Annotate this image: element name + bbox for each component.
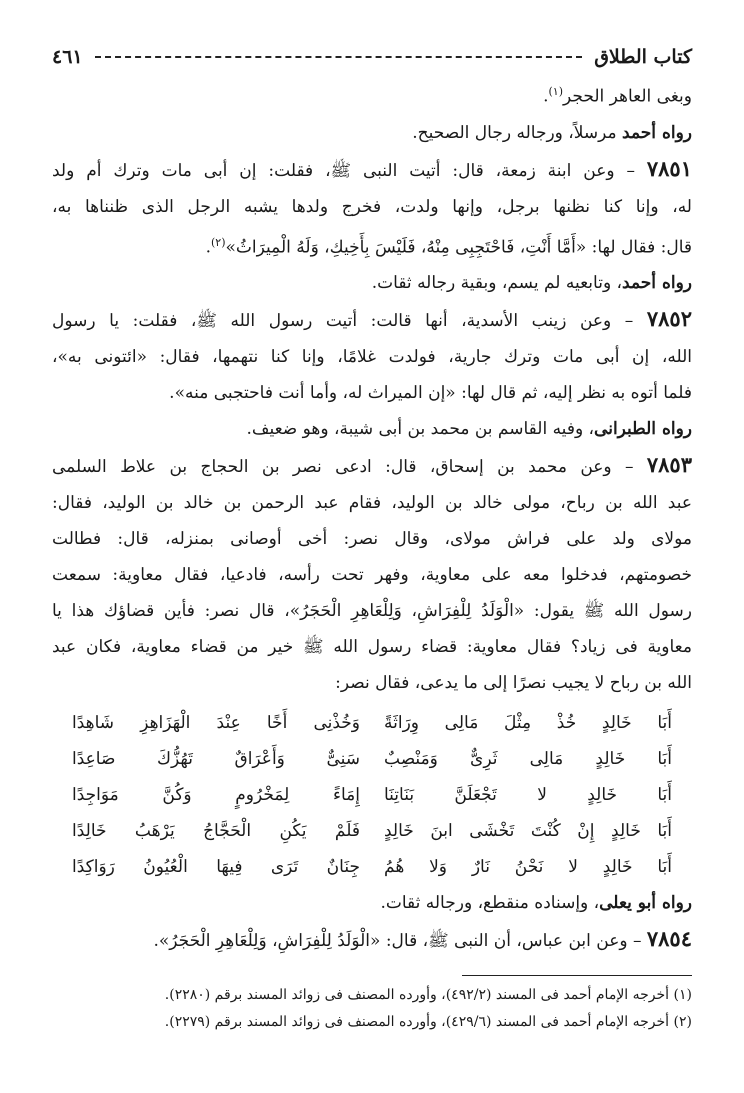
- hadith-7853: ٧٨٥٣ – وعن محمد بن إسحاق، قال: ادعى نصر بن الحجاج بن علاط السلمى: [52, 452, 692, 478]
- text-line: مولاى ولد على فراش مولاى، وقال نصر: أخى أوصانى بمنزله، قال: فطالت: [52, 529, 692, 550]
- footnote-rule: [462, 975, 692, 976]
- hemistich-left: سَنِىٌّ وَأَعْرَاقٌ تَهُزُّكَ صَاعِدًا: [72, 749, 360, 770]
- hadith-7851: ٧٨٥١ – وعن ابنة زمعة، قال: أتيت النبى ﷺ، فقلت: إن أبى مات وترك أم ولد: [52, 155, 692, 181]
- text-line: خصومتهم، فدخلوا معه على معاوية، وفهر تحت رأسه، فادعيا، فقال معاوية: سمعت: [52, 565, 692, 586]
- text-line: عبد الله بن رباح، مولى خالد بن الوليد، فقام عبد الرحمن بن خالد بن الوليد، فقال:: [52, 493, 692, 514]
- text-line: وبغى العاهر الحجر$^{(١)}$.: [543, 85, 692, 107]
- hemistich-right: أَبَا خَالِدٍ لا تَجْعَلَنَّ بَنَاتِنَا: [384, 785, 672, 806]
- page: [52, 40, 692, 1073]
- text-line: له، وإنا كنا نظنها برجل، وإنها ولدت، فخرج ولدها يشبه الرجل الذى ظنناها به،: [52, 196, 692, 217]
- running-header: [52, 40, 692, 74]
- hadith-number: ٧٨٥١: [646, 155, 692, 181]
- hemistich-left: إِمَاءً لِمَخْرُومٍ وَكُنَّ مَوَاجِدًا: [72, 785, 360, 806]
- poem-verse: [72, 741, 672, 777]
- text-line: رسول الله ﷺ يقول: «الْوَلَدُ لِلْفِرَاشِ، وَلِلْعَاهِرِ الْحَجَرُ»، قال نصر: فأين قضاؤك هذا يا: [52, 601, 692, 622]
- hemistich-right: أَبَا خَالِدٍ إِنْ كُنْتَ تَخْشَى ابنَ خَالِدٍ: [384, 821, 672, 842]
- text-line: الله، إن أبى مات وترك جارية، فولدت غلامًا، وإنا كنا نتهمها، فقال: «ائتونى به»،: [52, 347, 692, 368]
- text-line: رواه الطبرانى، وفيه القاسم بن محمد بن أبى شيبة، وهو ضعيف.: [246, 419, 692, 440]
- text-line: رواه أحمد، وتابعيه لم يسم، وبقية رجاله ثقات.: [371, 273, 692, 294]
- text-line: قال: فقال لها: «أَمَّا أَنْتِ، فَاحْتَجِبِى مِنْهُ، فَلَيْسَ بِأَخِيكِ، وَلَهُ الْمِيرَاثُ»$^{(٢)}$.: [205, 235, 692, 258]
- text-line: الله بن رباح لا يجيب نصرًا إلى ما يدعى، فقال نصر:: [335, 673, 692, 694]
- hemistich-left: وَخُذْنِى أَخًا عِنْدَ الْهَزَاهِزِ شَاهِدًا: [72, 713, 360, 734]
- hadith-7854: ٧٨٥٤ – وعن ابن عباس، أن النبى ﷺ، قال: «الْوَلَدُ لِلْفِرَاشِ، وَلِلْعَاهِرِ الْحَجَرُ».: [153, 926, 692, 952]
- poem: [72, 705, 672, 885]
- hadith-number: ٧٨٥٤: [646, 926, 692, 952]
- chapter-title: كتاب الطلاق: [594, 46, 692, 68]
- body-text: [52, 74, 692, 701]
- hemistich-right: أَبَا خَالِدٍ مَالِى ثَرِىٌّ وَمَنْصِبٌ: [384, 749, 672, 770]
- poem-verse: [72, 849, 672, 885]
- hadith-number: ٧٨٥٢: [646, 306, 692, 332]
- hadith-7852: ٧٨٥٢ – وعن زينب الأسدية، أنها قالت: أتيت رسول الله ﷺ، فقلت: يا رسول: [52, 306, 692, 332]
- footnotes: [52, 982, 692, 1036]
- poem-verse: [72, 705, 672, 741]
- footnote: (٢) أخرجه الإمام أحمد فى المسند (٤٢٩/٦)، وأورده المصنف فى زوائد المسند برقم (٢٢٧٩).: [164, 1014, 692, 1031]
- hemistich-left: فَلَمْ يَكُنِ الْحَجَّاجُ يَرْهَبُ خَالِدًا: [72, 821, 360, 842]
- header-dashed-rule: [95, 56, 583, 58]
- footnote-ref: (١): [548, 85, 564, 98]
- text-line: رواه أبو يعلى، وإسناده منقطع، ورجاله ثقات.: [380, 893, 692, 914]
- hemistich-left: جِنَانٌ تَرَى فِيهَا الْعُيُونُ رَوَاكِدًا: [72, 857, 360, 878]
- footnote-ref: (٢): [210, 235, 226, 249]
- poem-verse: [72, 813, 672, 849]
- text-line: رواه أحمد مرسلاً، ورجاله رجال الصحيح.: [412, 122, 692, 143]
- text-line: معاوية فى زياد؟ فقال معاوية: قضاء رسول الله ﷺ خير من قضاء معاوية، فكان عبد: [52, 637, 692, 658]
- poem-verse: [72, 777, 672, 813]
- text-line: فلما أتوه به نظر إليه، ثم قال لها: «إن الميراث له، وأما أنت فاحتجبى منه».: [169, 383, 692, 404]
- hemistich-right: أَبَا خَالِدٍ خُذْ مِثْلَ مَالِى وِرَاثَةً: [384, 713, 672, 734]
- footnote: (١) أخرجه الإمام أحمد فى المسند (٤٩٢/٢)، وأورده المصنف فى زوائد المسند برقم (٢٢٨٠).: [164, 987, 692, 1004]
- hemistich-right: أَبَا خَالِدٍ لا نَحْنُ نَارٌ وَلا هُمُ: [384, 857, 672, 878]
- page-number: ٤٦١: [52, 46, 83, 68]
- body-text-after-poem: [52, 885, 692, 959]
- hadith-number: ٧٨٥٣: [646, 452, 692, 478]
